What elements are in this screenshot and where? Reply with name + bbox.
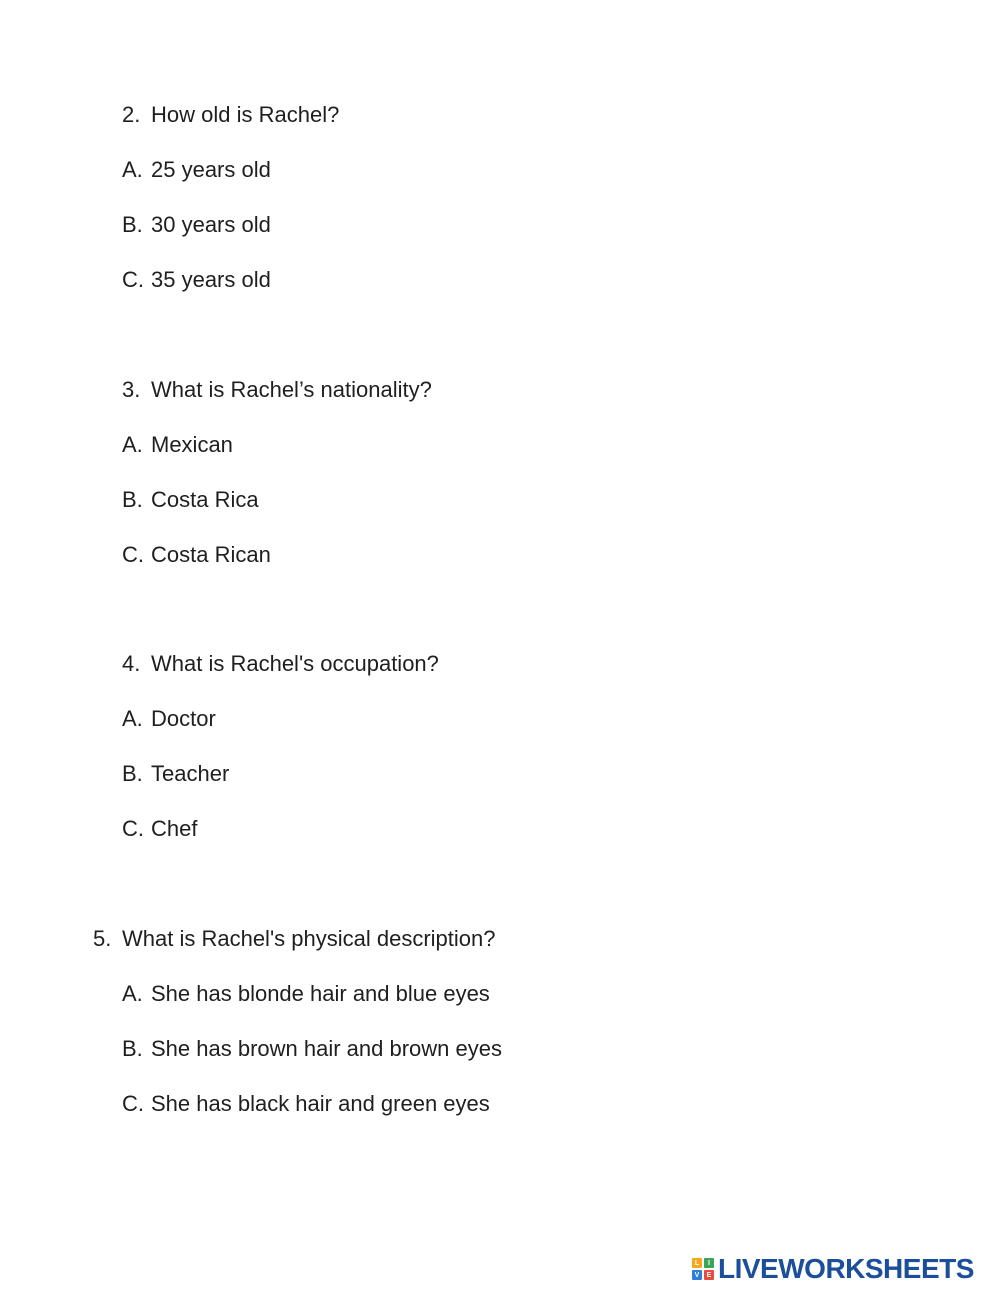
option-letter: A.: [122, 981, 143, 1006]
question-text: What is Rachel’s nationality?: [151, 377, 432, 402]
liveworksheets-brand[interactable]: [692, 1254, 974, 1284]
option-letter: B.: [122, 212, 143, 237]
question-text: How old is Rachel?: [151, 102, 340, 127]
question-number: 2.: [122, 102, 141, 127]
option-3a[interactable]: [122, 432, 233, 458]
question-text: What is Rachel's physical description?: [122, 926, 496, 951]
option-text: Costa Rica: [151, 487, 259, 512]
option-letter: A.: [122, 157, 143, 182]
question-2: [122, 102, 339, 128]
option-letter: A.: [122, 706, 143, 731]
logo-letter-i: I: [704, 1258, 714, 1268]
option-5a[interactable]: [122, 981, 490, 1007]
option-text: Costa Rican: [151, 542, 271, 567]
option-2c[interactable]: [122, 267, 271, 293]
option-text: She has brown hair and brown eyes: [151, 1036, 502, 1061]
option-2a[interactable]: [122, 157, 271, 183]
question-text: What is Rachel's occupation?: [151, 651, 439, 676]
option-text: She has black hair and green eyes: [151, 1091, 490, 1116]
option-letter: C.: [122, 542, 144, 567]
question-number: 3.: [122, 377, 141, 402]
question-5: [93, 926, 495, 952]
option-text: 30 years old: [151, 212, 271, 237]
option-text: Mexican: [151, 432, 233, 457]
option-4b[interactable]: [122, 761, 229, 787]
option-letter: A.: [122, 432, 143, 457]
option-text: 35 years old: [151, 267, 271, 292]
option-text: Teacher: [151, 761, 230, 786]
logo-letter-l: L: [692, 1258, 702, 1268]
option-2b[interactable]: [122, 212, 271, 238]
option-text: She has blonde hair and blue eyes: [151, 981, 490, 1006]
brand-name: LIVEWORKSHEETS: [718, 1253, 974, 1284]
logo-letter-e: E: [704, 1270, 714, 1280]
option-3c[interactable]: [122, 542, 271, 568]
option-5b[interactable]: [122, 1036, 502, 1062]
question-3: [122, 377, 432, 403]
question-number: 4.: [122, 651, 141, 676]
option-text: Chef: [151, 816, 198, 841]
option-4a[interactable]: [122, 706, 216, 732]
option-text: Doctor: [151, 706, 216, 731]
option-letter: B.: [122, 487, 143, 512]
question-4: [122, 651, 439, 677]
option-letter: B.: [122, 761, 143, 786]
option-3b[interactable]: [122, 487, 259, 513]
option-letter: C.: [122, 816, 144, 841]
liveworksheets-logo-icon: [692, 1258, 714, 1280]
option-letter: B.: [122, 1036, 143, 1061]
question-number: 5.: [93, 926, 112, 951]
option-5c[interactable]: [122, 1091, 490, 1117]
option-text: 25 years old: [151, 157, 271, 182]
option-4c[interactable]: [122, 816, 197, 842]
option-letter: C.: [122, 1091, 144, 1116]
option-letter: C.: [122, 267, 144, 292]
logo-letter-v: V: [692, 1270, 702, 1280]
